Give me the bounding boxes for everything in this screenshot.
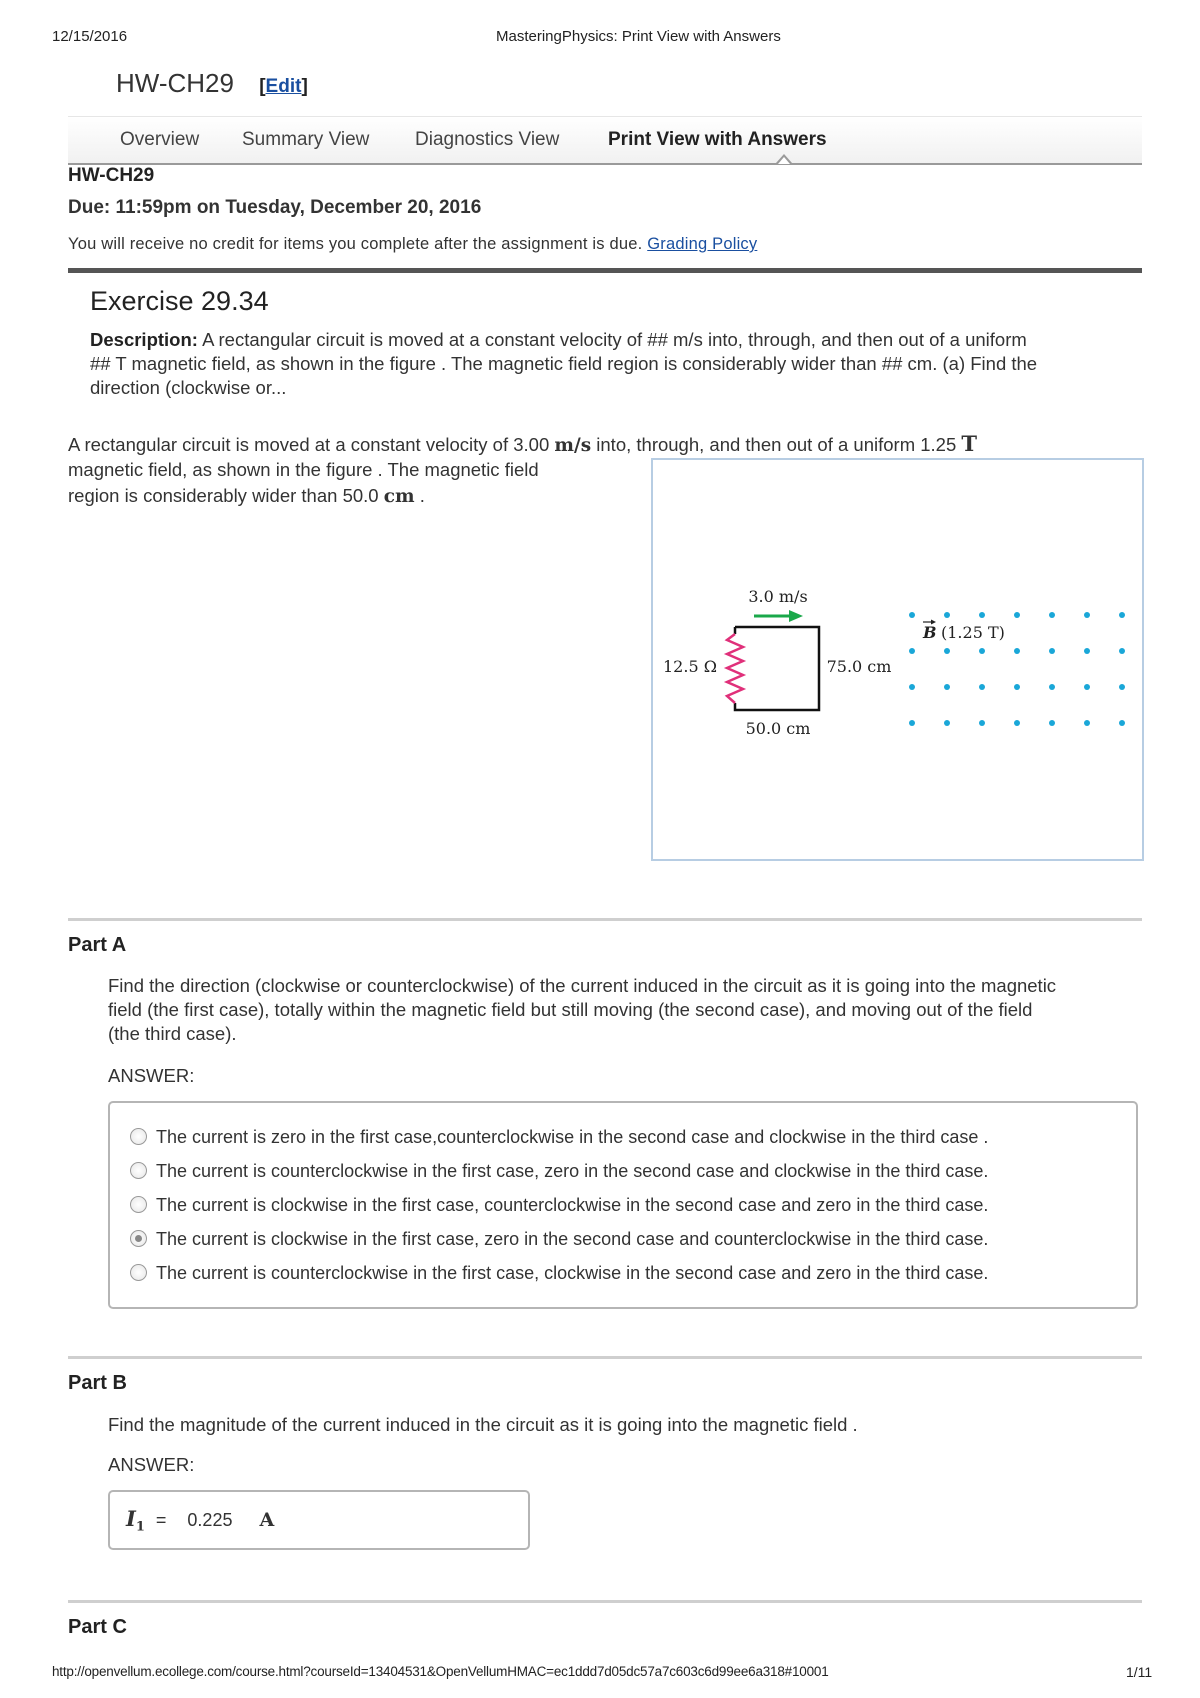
field-dot (1014, 684, 1020, 690)
print-date: 12/15/2016 (52, 28, 128, 45)
assignment-title-row (116, 68, 308, 99)
part-c-divider (68, 1600, 1142, 1603)
field-dot (1014, 648, 1020, 654)
answer-subscript: 1 (135, 1519, 145, 1535)
part-a-answer-box (108, 1101, 1138, 1309)
problem-text-3: region is considerably wider than 50.0 (68, 485, 379, 506)
field-dot (1119, 720, 1125, 726)
resistor-icon (727, 634, 743, 703)
due-date: Due: 11:59pm on Tuesday, December 20, 2016 (68, 197, 482, 218)
field-dot (1049, 612, 1055, 618)
answer-option-4[interactable] (130, 1229, 988, 1250)
height-label: 75.0 cm (826, 657, 892, 676)
part-a-question-line-2: field (the first case), totally within the magnetic field but still moving (the second case), and moving out of the field (108, 999, 1033, 1020)
width-label: 50.0 cm (745, 719, 811, 738)
field-dot (944, 720, 950, 726)
radio-button[interactable] (130, 1264, 147, 1281)
field-dot (909, 612, 915, 618)
edit-bracket-close: ] (301, 76, 308, 97)
edit-link[interactable]: Edit (265, 76, 302, 97)
field-dot (1084, 684, 1090, 690)
field-dot (979, 648, 985, 654)
answer-option-1[interactable] (130, 1127, 988, 1148)
print-page-title: MasteringPhysics: Print View with Answers (496, 28, 781, 45)
field-dot (979, 720, 985, 726)
radio-button[interactable] (130, 1196, 147, 1213)
unit-length: cm (383, 486, 415, 507)
answer-option-label: The current is clockwise in the first case, counterclockwise in the second case and zero in the third case. (156, 1195, 989, 1215)
part-a-answer-label: ANSWER: (108, 1065, 195, 1086)
field-dot (1049, 684, 1055, 690)
field-dot (909, 684, 915, 690)
field-value: (1.25 T) (941, 623, 1005, 642)
answer-option-label: The current is clockwise in the first case, zero in the second case and counterclockwise in the third case. (156, 1229, 989, 1249)
circuit-figure (651, 458, 1144, 861)
field-dot (1084, 648, 1090, 654)
resistance-label: 12.5 Ω (663, 657, 717, 676)
field-dot (1084, 612, 1090, 618)
description-line-3: direction (clockwise or... (90, 377, 287, 398)
assignment-title: HW-CH29 (116, 68, 234, 98)
field-dot (1014, 612, 1020, 618)
circuit-figure-svg (653, 460, 1142, 859)
problem-text-3-end: . (419, 485, 425, 506)
part-b-answer-row (126, 1506, 274, 1535)
edit-bracket-open: [ (259, 76, 266, 97)
field-dot (944, 648, 950, 654)
velocity-label: 3.0 m/s (748, 587, 808, 606)
tab-overview[interactable]: Overview (120, 129, 200, 150)
answer-value: 0.225 (187, 1510, 233, 1530)
answer-option-label: The current is counterclockwise in the first case, clockwise in the second case and zero in the third case. (156, 1263, 989, 1283)
part-a-title: Part A (68, 934, 127, 956)
field-label-group (922, 620, 1005, 643)
answer-equals: = (155, 1510, 167, 1530)
part-a-divider (68, 918, 1142, 921)
field-dot (1119, 612, 1125, 618)
description-line-2: ## T magnetic field, as shown in the figure . The magnetic field region is considerably wider than ## cm. (a) Find the (90, 353, 1038, 374)
part-b-title: Part B (68, 1372, 127, 1394)
field-dot (909, 648, 915, 654)
field-dot (1119, 648, 1125, 654)
radio-button[interactable] (130, 1128, 147, 1145)
unit-field: T (961, 431, 978, 456)
part-a-question-line-1: Find the direction (clockwise or counterclockwise) of the current induced in the circuit as it is going into the magnetic (108, 975, 1057, 996)
answer-option-3[interactable] (130, 1195, 988, 1216)
field-dot (1049, 648, 1055, 654)
credit-note-row (68, 235, 757, 254)
answer-option-label: The current is zero in the first case,counterclockwise in the second case and clockwise in the third case . (156, 1127, 989, 1147)
part-a-question-line-3: (the third case). (108, 1023, 237, 1044)
answer-unit: A (259, 1509, 275, 1531)
radio-button-selected[interactable] (130, 1230, 147, 1247)
part-b-answer-label: ANSWER: (108, 1454, 195, 1475)
unit-velocity: m/s (554, 435, 592, 456)
grading-policy-link[interactable]: Grading Policy (647, 235, 758, 253)
field-dot (1119, 684, 1125, 690)
tab-summary-view[interactable]: Summary View (242, 129, 370, 150)
part-b-question: Find the magnitude of the current induced in the circuit as it is going into the magnetic field . (108, 1414, 858, 1435)
field-dot (944, 684, 950, 690)
field-symbol: B (923, 623, 937, 642)
section-divider (68, 268, 1142, 273)
field-dot (909, 720, 915, 726)
part-c-title: Part C (68, 1616, 127, 1638)
active-tab-caret (776, 154, 792, 163)
answer-option-5[interactable] (130, 1263, 988, 1284)
exercise-title: Exercise 29.34 (90, 286, 269, 316)
answer-variable: I (126, 1506, 136, 1531)
field-dot (979, 612, 985, 618)
answer-option-2[interactable] (130, 1161, 988, 1182)
circuit-loop (735, 627, 819, 710)
field-dot (1014, 720, 1020, 726)
problem-text-1b: into, through, and then out of a uniform 1.25 (596, 434, 957, 455)
problem-line-1 (68, 432, 977, 458)
field-dot (1049, 720, 1055, 726)
description-label: Description: (90, 329, 198, 350)
description-text-1: A rectangular circuit is moved at a constant velocity of ## m/s into, through, and then out of a uniform (202, 329, 1027, 350)
print-footer-url: http://openvellum.ecollege.com/course.html?courseId=13404531&OpenVellumHMAC=ec1ddd7d05dc57a7c603c6d99ee6a318#10001 (52, 1664, 829, 1679)
credit-note: You will receive no credit for items you complete after the assignment is due. (68, 235, 643, 253)
description-line-1 (90, 328, 1150, 352)
velocity-arrow-icon (754, 610, 803, 622)
field-dot (979, 684, 985, 690)
answer-option-label: The current is counterclockwise in the first case, zero in the second case and clockwise in the third case. (156, 1161, 989, 1181)
info-title: HW-CH29 (68, 165, 155, 186)
print-page-number: 1/11 (1126, 1664, 1153, 1680)
part-a-question (108, 974, 1158, 1046)
tab-print-view-with-answers[interactable]: Print View with Answers (608, 129, 827, 150)
edit-group (259, 76, 308, 97)
view-tabbar (68, 116, 1142, 165)
problem-line-3 (68, 484, 425, 509)
field-dot (1084, 720, 1090, 726)
problem-text-1a: A rectangular circuit is moved at a constant velocity of 3.00 (68, 434, 550, 455)
part-b-divider (68, 1356, 1142, 1359)
exercise-description (90, 328, 1150, 400)
field-dot (944, 612, 950, 618)
part-b-answer-box (108, 1490, 530, 1550)
problem-line-2: magnetic field, as shown in the figure . The magnetic field (68, 459, 539, 480)
tab-diagnostics-view[interactable]: Diagnostics View (415, 129, 560, 150)
radio-button[interactable] (130, 1162, 147, 1179)
